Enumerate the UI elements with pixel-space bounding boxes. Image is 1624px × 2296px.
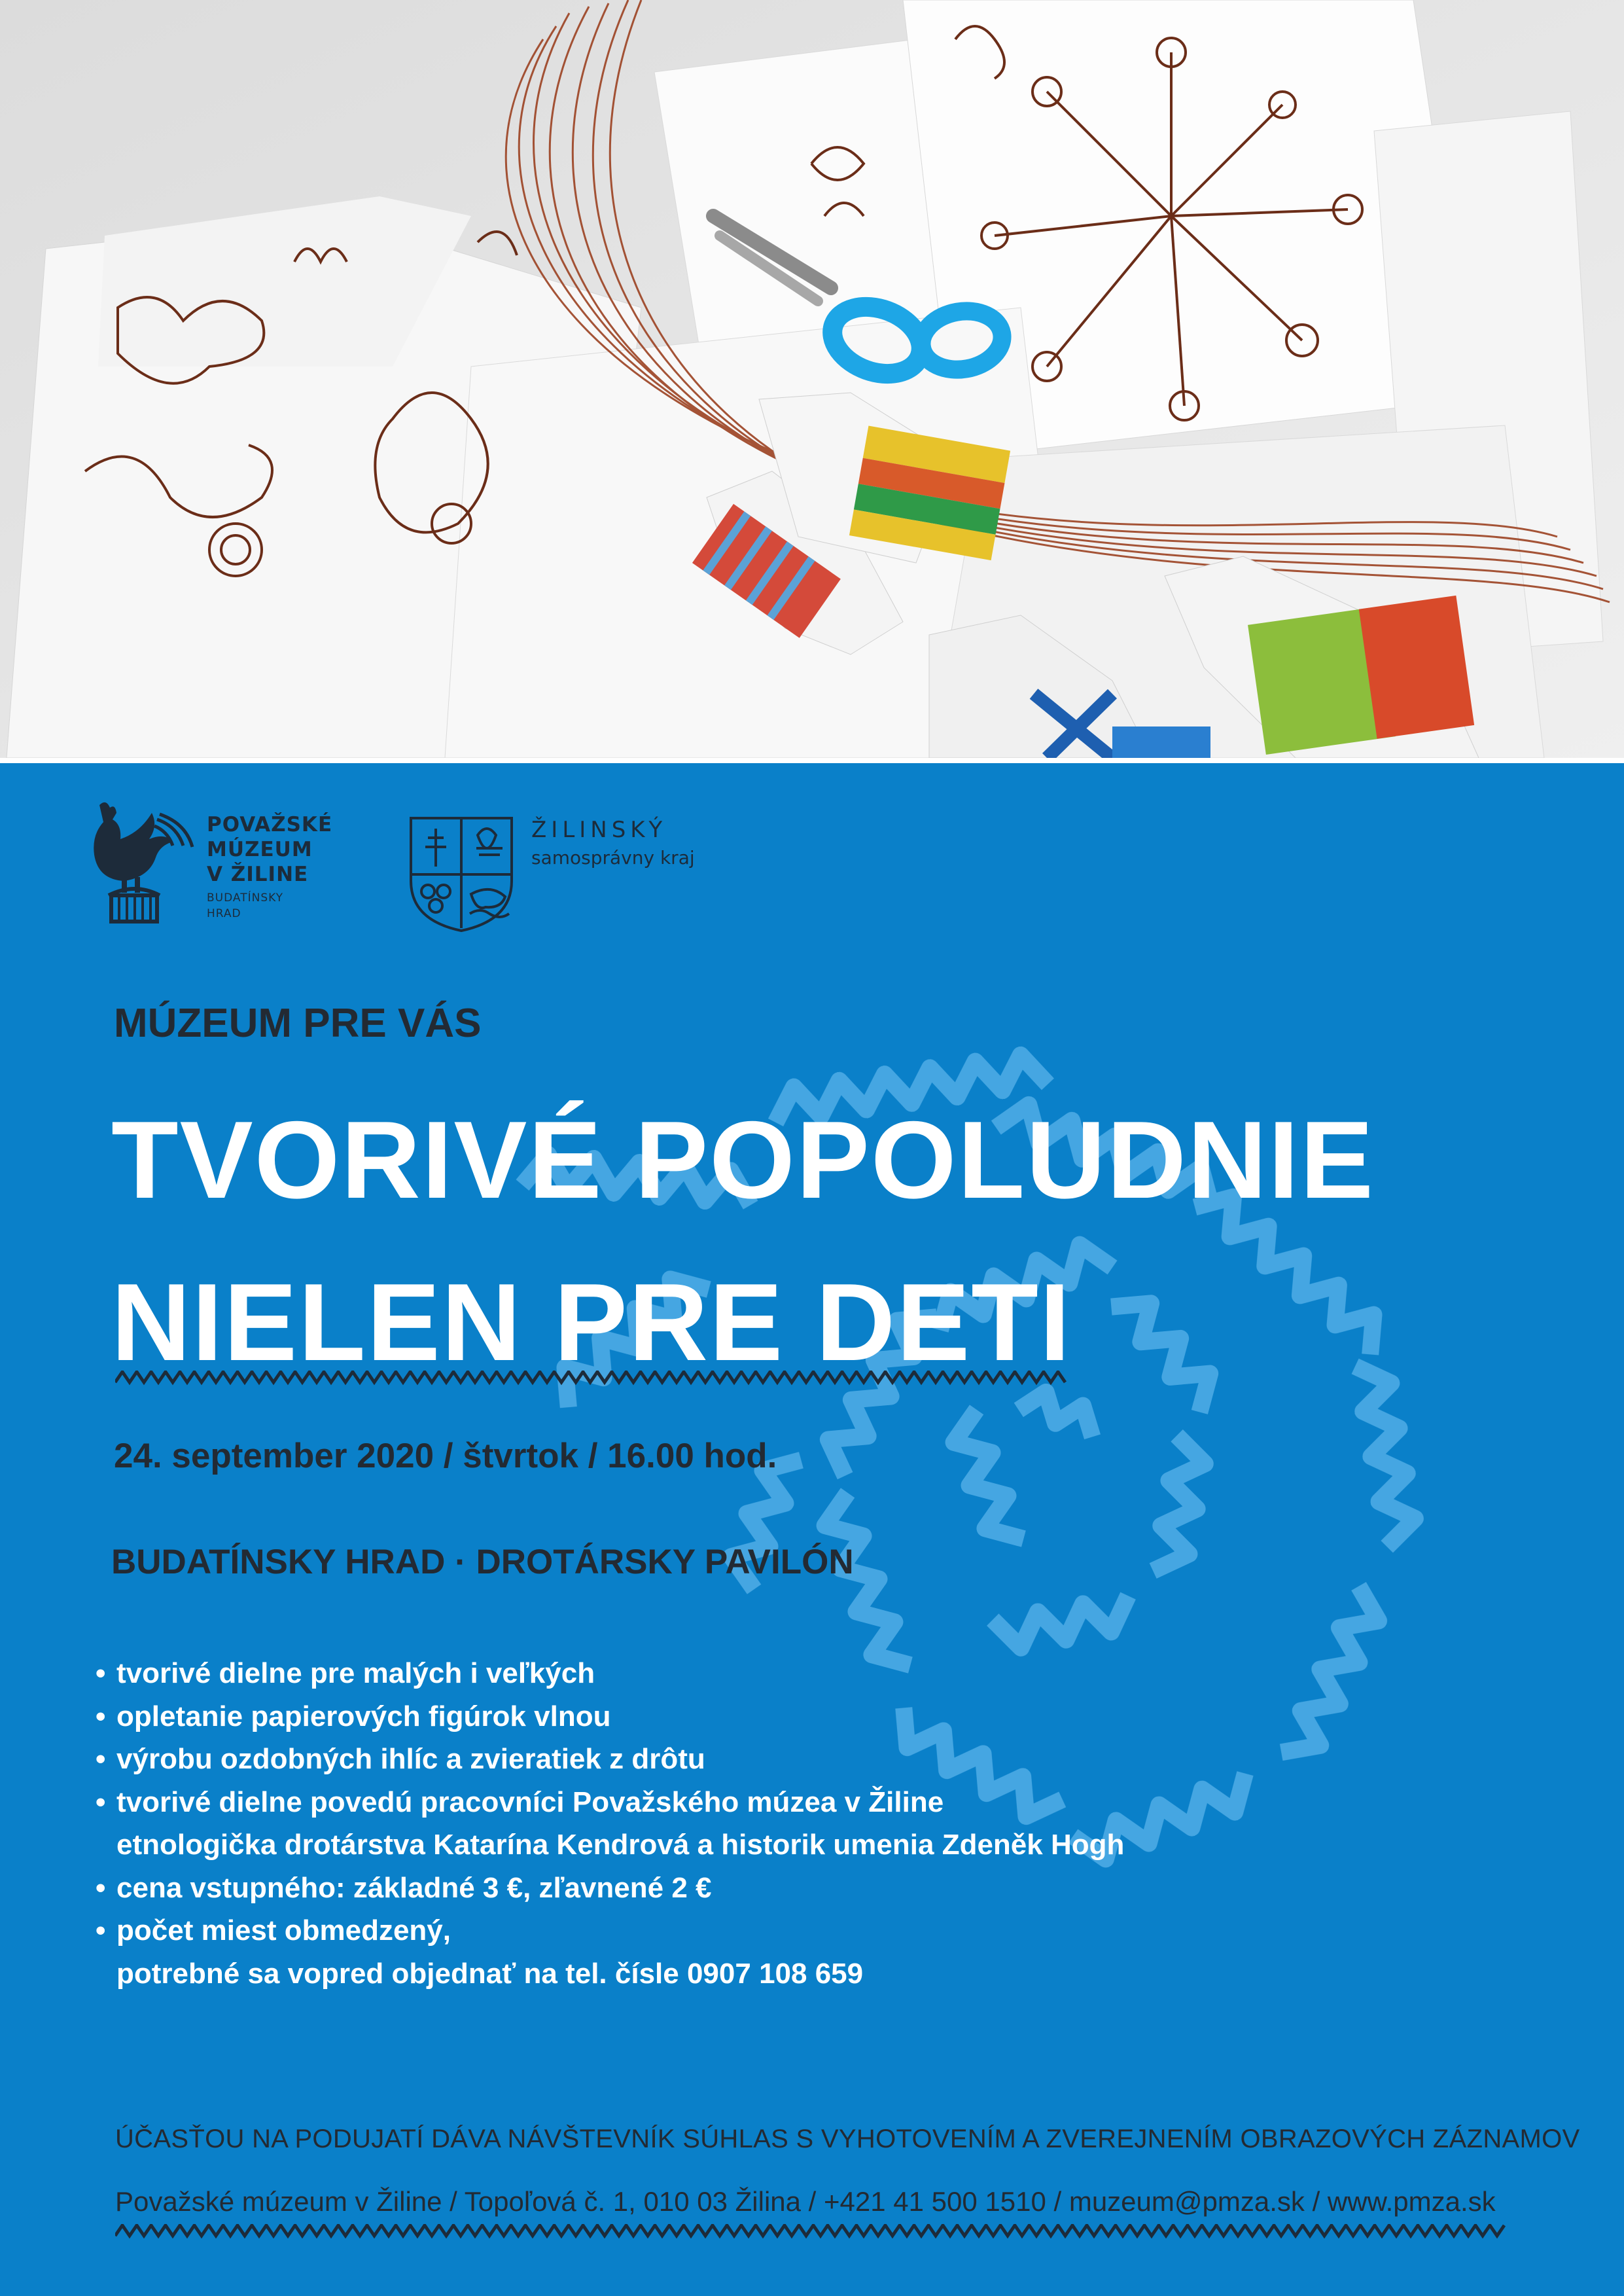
list-item [96, 1695, 1339, 1738]
museum-logo-line3: V ŽILINE [207, 863, 309, 886]
bullet-mark: • [96, 1871, 106, 1904]
photo-divider [0, 758, 1624, 763]
bullet-mark: • [96, 1914, 106, 1946]
list-item [96, 1867, 1339, 1910]
consent-notice: ÚČASŤOU NA PODUJATÍ DÁVA NÁVŠTEVNÍK SÚHLAS S VYHOTOVENÍM A ZVEREJNENÍM OBRAZOVÝCH ZÁZNAMOV [115, 2125, 1580, 2153]
coat-of-arms-icon [406, 816, 517, 933]
museum-logo [92, 800, 366, 924]
region-logo-line2: samosprávny kraj [531, 847, 695, 869]
list-item [96, 1652, 1339, 1695]
event-date: 24. september 2020 / štvrtok / 16.00 hod. [114, 1437, 777, 1475]
region-logo [406, 816, 746, 940]
event-kicker: MÚZEUM PRE VÁS [114, 1001, 482, 1046]
museum-logo-line2: MÚZEUM [207, 838, 313, 861]
craft-photo [0, 0, 1624, 758]
bullet-mark: • [96, 1743, 106, 1775]
event-venue: BUDATÍNSKY HRAD · DROTÁRSKY PAVILÓN [111, 1543, 854, 1581]
list-item [96, 1909, 1339, 1952]
bullet-mark: • [96, 1657, 106, 1689]
museum-logo-sub2: HRAD [207, 907, 241, 920]
list-item-text: etnologička drotárstva Katarína Kendrová a historik umenia Zdeněk Hogh [116, 1829, 1125, 1861]
event-title-line2: NIELEN PRE DETI [111, 1261, 1072, 1384]
region-logo-line1: ŽILINSKÝ [531, 817, 667, 843]
museum-logo-line1: POVAŽSKÉ [207, 813, 333, 836]
list-item-text: opletanie papierových figúrok vlnou [116, 1700, 611, 1732]
list-item-text: tvorivé dielne pre malých i veľkých [116, 1657, 595, 1689]
list-item-text: tvorivé dielne povedú pracovníci Považského múzea v Žiline [116, 1785, 944, 1818]
contact-line: Považské múzeum v Žiline / Topoľová č. 1, 010 03 Žilina / +421 41 500 1510 / muzeum@pmza.sk / www.pmza.sk [115, 2186, 1496, 2217]
bullet-mark: • [96, 1785, 106, 1818]
zigzag-spiral-decoration [0, 763, 1624, 2296]
title-zigzag-underline [115, 1371, 1070, 1386]
list-item [96, 1781, 1339, 1824]
poster-panel [0, 763, 1624, 2296]
header-photo [0, 0, 1624, 758]
museum-logo-sub1: BUDATÍNSKY [207, 891, 284, 905]
event-details-list [96, 1652, 1339, 1995]
list-item [96, 1823, 1339, 1867]
list-item [96, 1738, 1339, 1781]
list-item-text: potrebné sa vopred objednať na tel. čísle 0907 108 659 [116, 1957, 864, 1990]
list-item [96, 1952, 1339, 1996]
list-item-text: počet miest obmedzený, [116, 1914, 451, 1946]
list-item-text: cena vstupného: základné 3 €, zľavnené 2 € [116, 1871, 712, 1904]
contact-zigzag-underline [115, 2224, 1509, 2240]
rooster-icon [92, 800, 196, 924]
bullet-mark: • [96, 1700, 106, 1732]
event-title-line1: TVORIVÉ POPOLUDNIE [111, 1098, 1375, 1221]
list-item-text: výrobu ozdobných ihlíc a zvieratiek z drôtu [116, 1743, 705, 1775]
